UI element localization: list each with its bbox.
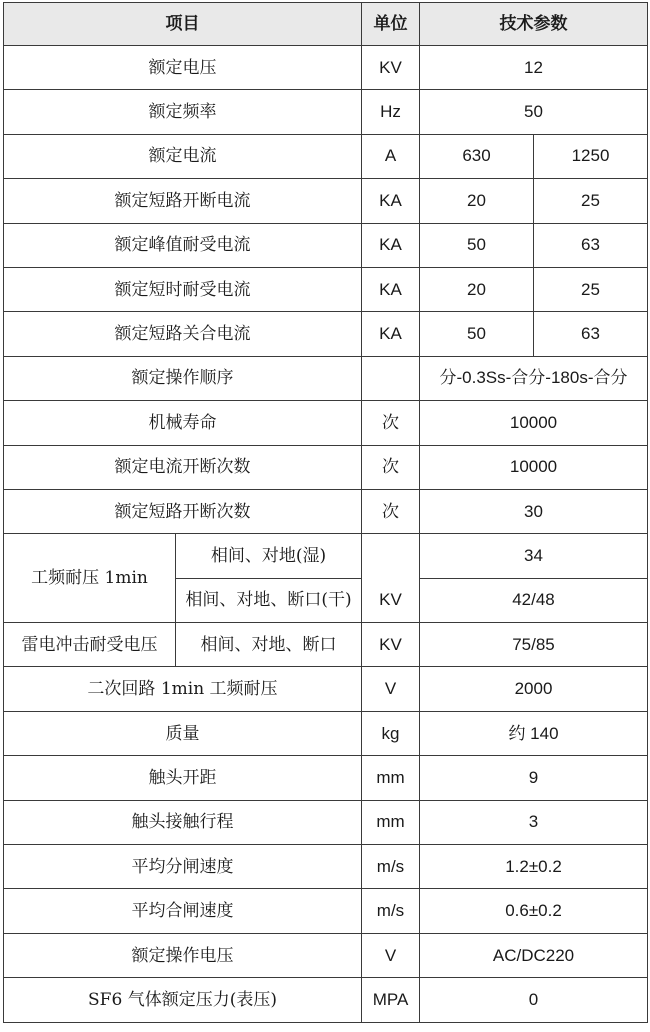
unit-cell: MPA xyxy=(362,978,420,1022)
table-row xyxy=(4,46,648,90)
table-row xyxy=(4,134,648,178)
table-row xyxy=(4,90,648,134)
header-row xyxy=(4,3,648,46)
value-cell: 0.6±0.2 xyxy=(420,889,648,933)
unit-cell: KV xyxy=(362,46,420,90)
unit-cell: KV xyxy=(362,623,420,667)
value-cell-2: 25 xyxy=(534,179,648,223)
unit-cell: 次 xyxy=(362,489,420,533)
item-cell: 触头接触行程 xyxy=(4,800,362,844)
item-cell: 额定峰值耐受电流 xyxy=(4,223,362,267)
table-row xyxy=(4,800,648,844)
unit-cell: mm xyxy=(362,800,420,844)
item-cell: 二次回路 1min 工频耐压 xyxy=(4,667,362,711)
item-cell: 额定短时耐受电流 xyxy=(4,267,362,311)
table-row xyxy=(4,889,648,933)
value-cell: 0 xyxy=(420,978,648,1022)
table-row xyxy=(4,489,648,533)
value-cell: 50 xyxy=(420,90,648,134)
item-cell: 质量 xyxy=(4,711,362,755)
unit-cell: mm xyxy=(362,756,420,800)
table-row xyxy=(4,978,648,1022)
value-cell-2: 1250 xyxy=(534,134,648,178)
table-row xyxy=(4,267,648,311)
unit-cell xyxy=(362,356,420,400)
value-cell: 42/48 xyxy=(420,578,648,622)
value-cell-1: 630 xyxy=(420,134,534,178)
table-row xyxy=(4,445,648,489)
value-cell: 分-0.3Ss-合分-180s-合分 xyxy=(420,356,648,400)
value-cell-1: 50 xyxy=(420,312,534,356)
value-cell-1: 20 xyxy=(420,267,534,311)
item-cell: 平均分闸速度 xyxy=(4,845,362,889)
sub-item-cell: 相间、对地(湿) xyxy=(176,534,362,578)
item-cell: 额定电流 xyxy=(4,134,362,178)
group-cell: 雷电冲击耐受电压 xyxy=(4,623,176,667)
table-row xyxy=(4,312,648,356)
unit-cell: kg xyxy=(362,711,420,755)
item-cell: 平均合闸速度 xyxy=(4,889,362,933)
header-unit: 单位 xyxy=(362,3,420,46)
header-param: 技术参数 xyxy=(420,3,648,46)
table-row xyxy=(4,667,648,711)
unit-cell: m/s xyxy=(362,845,420,889)
item-cell: 额定短路开断电流 xyxy=(4,179,362,223)
item-cell: 机械寿命 xyxy=(4,401,362,445)
value-cell-1: 20 xyxy=(420,179,534,223)
sub-item-cell: 相间、对地、断口(干) xyxy=(176,578,362,622)
table-row xyxy=(4,179,648,223)
item-cell: 额定频率 xyxy=(4,90,362,134)
value-cell-1: 50 xyxy=(420,223,534,267)
unit-cell: 次 xyxy=(362,401,420,445)
value-cell: 2000 xyxy=(420,667,648,711)
unit-cell: KV xyxy=(362,534,420,623)
table-row xyxy=(4,401,648,445)
unit-cell: m/s xyxy=(362,889,420,933)
value-cell: 34 xyxy=(420,534,648,578)
table-row xyxy=(4,223,648,267)
table-row xyxy=(4,756,648,800)
unit-cell: A xyxy=(362,134,420,178)
spec-table xyxy=(3,2,648,1023)
value-cell: 9 xyxy=(420,756,648,800)
value-cell: 30 xyxy=(420,489,648,533)
sub-item-cell: 相间、对地、断口 xyxy=(176,623,362,667)
item-cell: 额定电流开断次数 xyxy=(4,445,362,489)
value-cell: 约 140 xyxy=(420,711,648,755)
table-row xyxy=(4,534,648,578)
value-cell: 75/85 xyxy=(420,623,648,667)
group-cell: 工频耐压 1min xyxy=(4,534,176,623)
item-cell: 额定短路开断次数 xyxy=(4,489,362,533)
value-cell: 1.2±0.2 xyxy=(420,845,648,889)
value-cell-2: 25 xyxy=(534,267,648,311)
value-cell: 10000 xyxy=(420,401,648,445)
value-cell: AC/DC220 xyxy=(420,933,648,977)
value-cell: 3 xyxy=(420,800,648,844)
unit-cell: KA xyxy=(362,223,420,267)
item-cell: 额定操作顺序 xyxy=(4,356,362,400)
item-cell: SF6 气体额定压力(表压) xyxy=(4,978,362,1022)
header-item: 项目 xyxy=(4,3,362,46)
item-cell: 触头开距 xyxy=(4,756,362,800)
unit-cell: V xyxy=(362,667,420,711)
value-cell-2: 63 xyxy=(534,223,648,267)
item-cell: 额定短路关合电流 xyxy=(4,312,362,356)
unit-cell: KA xyxy=(362,179,420,223)
unit-cell: KA xyxy=(362,267,420,311)
item-cell: 额定操作电压 xyxy=(4,933,362,977)
value-cell: 10000 xyxy=(420,445,648,489)
table-row xyxy=(4,711,648,755)
table-row xyxy=(4,356,648,400)
unit-cell: KA xyxy=(362,312,420,356)
value-cell: 12 xyxy=(420,46,648,90)
item-cell: 额定电压 xyxy=(4,46,362,90)
unit-cell: Hz xyxy=(362,90,420,134)
unit-cell: 次 xyxy=(362,445,420,489)
unit-cell: V xyxy=(362,933,420,977)
table-row xyxy=(4,623,648,667)
table-row xyxy=(4,933,648,977)
value-cell-2: 63 xyxy=(534,312,648,356)
table-row xyxy=(4,845,648,889)
